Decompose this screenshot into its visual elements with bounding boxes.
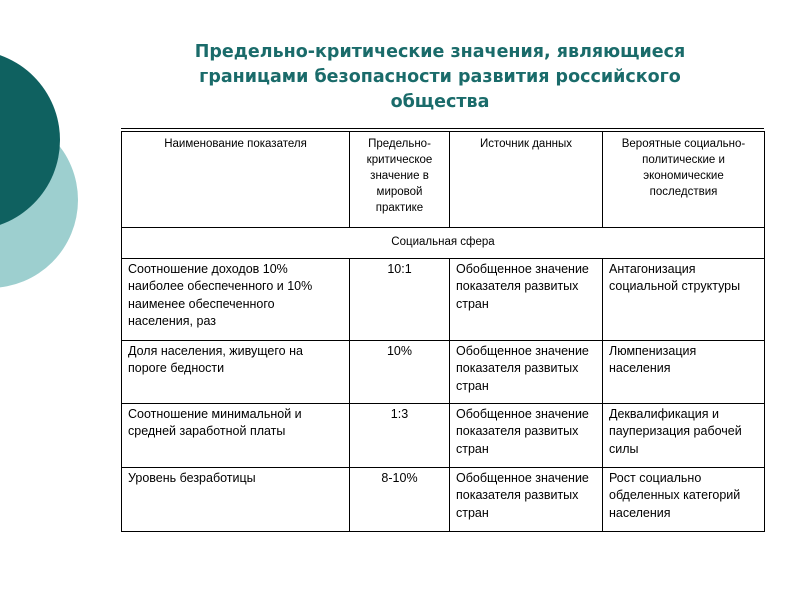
header-consequences: Вероятные социально-политические и экономические последствия bbox=[603, 132, 765, 228]
cell-source: Обобщенное значение показателя развитых стран bbox=[450, 467, 603, 531]
header-indicator: Наименование показателя bbox=[122, 132, 350, 228]
cell-value: 8-10% bbox=[350, 467, 450, 531]
table-row bbox=[122, 340, 765, 403]
cell-consequences: Деквалификация и пауперизация рабочей силы bbox=[603, 403, 765, 467]
table-row bbox=[122, 467, 765, 531]
cell-indicator: Уровень безработицы bbox=[122, 467, 350, 531]
cell-source: Обобщенное значение показателя развитых стран bbox=[450, 258, 603, 340]
table-row bbox=[122, 403, 765, 467]
cell-consequences: Антагонизация социальной структуры bbox=[603, 258, 765, 340]
cell-value: 10:1 bbox=[350, 258, 450, 340]
cell-source: Обобщенное значение показателя развитых стран bbox=[450, 403, 603, 467]
cell-consequences: Люмпенизация населения bbox=[603, 340, 765, 403]
section-row bbox=[122, 228, 765, 259]
header-critical-value: Предельно-критическое значение в мировой практике bbox=[350, 132, 450, 228]
cell-consequences: Рост социально обделенных категорий населения bbox=[603, 467, 765, 531]
header-source: Источник данных bbox=[450, 132, 603, 228]
data-table bbox=[121, 131, 765, 532]
cell-source: Обобщенное значение показателя развитых стран bbox=[450, 340, 603, 403]
decorative-circles bbox=[0, 0, 130, 340]
section-label: Социальная сфера bbox=[122, 228, 765, 259]
cell-indicator: Доля населения, живущего на пороге бедности bbox=[122, 340, 350, 403]
table-header-row bbox=[122, 132, 765, 228]
cell-indicator: Соотношение доходов 10% наиболее обеспеченного и 10% наименее обеспеченного населения, раз bbox=[122, 258, 350, 340]
table-row bbox=[122, 258, 765, 340]
data-table-container bbox=[121, 128, 764, 532]
page-title: Предельно-критические значения, являющиеся границами безопасности развития российского общества bbox=[194, 42, 686, 112]
cell-indicator: Соотношение минимальной и средней заработной платы bbox=[122, 403, 350, 467]
cell-value: 10% bbox=[350, 340, 450, 403]
cell-value: 1:3 bbox=[350, 403, 450, 467]
table-top-rule bbox=[121, 128, 764, 129]
